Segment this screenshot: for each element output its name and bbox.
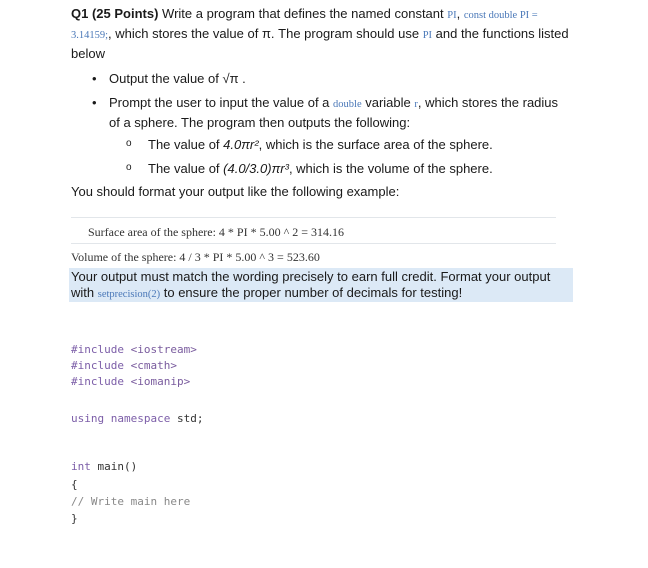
setprecision-code: setprecision(2) xyxy=(97,289,161,300)
bullet-text-2-post: , which stores the radius of a sphere. The program then outputs the following: xyxy=(109,95,559,130)
include-keyword: #include xyxy=(71,359,124,372)
highlight-text xyxy=(71,269,571,303)
const-pi-label: PI xyxy=(447,10,457,21)
sub-text-2-pre: The value of xyxy=(148,161,224,176)
list-item xyxy=(126,136,572,154)
sub-list xyxy=(109,136,572,178)
include-header: <iostream> xyxy=(130,343,197,356)
const-declaration: const double PI = 3.14159; xyxy=(71,10,538,41)
question-intro-post: and the functions listed below xyxy=(71,26,569,61)
divider xyxy=(71,217,556,218)
sub-text-1-post: , which is the surface area of the sphere. xyxy=(258,137,493,152)
include-keyword: #include xyxy=(71,375,124,388)
include-keyword: #include xyxy=(71,343,124,356)
example-line-2: Volume of the sphere: 4 / 3 * PI * 5.00 ^ 3 = 523.60 xyxy=(71,250,320,264)
code-include-2 xyxy=(71,358,177,374)
using-rest: std; xyxy=(170,412,204,425)
divider xyxy=(71,243,556,244)
include-header: <iomanip> xyxy=(130,375,191,388)
question-intro-mid: , which stores the value of π. The program should use xyxy=(108,26,423,41)
type-double: double xyxy=(333,99,362,110)
list-item xyxy=(126,160,572,178)
bullet-text-2-pre: Prompt the user to input the value of a xyxy=(109,95,334,110)
code-main xyxy=(71,459,137,475)
question-intro-pre: Write a program that defines the named constant xyxy=(162,6,448,21)
code-include-3 xyxy=(71,374,190,390)
code-using xyxy=(71,411,203,427)
using-keyword: using namespace xyxy=(71,412,171,425)
list-item xyxy=(92,94,572,178)
bullet-text-2-mid: variable xyxy=(361,95,415,110)
code-comment: // Write main here xyxy=(71,495,191,508)
include-header: <cmath> xyxy=(130,359,177,372)
code-close-brace: } xyxy=(71,512,78,525)
surface-formula: 4.0πr² xyxy=(223,137,259,152)
code-open-brace: { xyxy=(71,478,78,491)
main-name: main() xyxy=(90,460,138,473)
var-r: r xyxy=(414,99,418,110)
int-keyword: int xyxy=(71,460,91,473)
example-line-1: Surface area of the sphere: 4 * PI * 5.00 ^ 2 = 314.16 xyxy=(88,225,344,239)
const-pi-label-2: PI xyxy=(422,30,433,41)
code-include-1 xyxy=(71,342,197,358)
requirements-list xyxy=(92,70,572,184)
volume-formula: (4.0/3.0)πr³ xyxy=(223,161,289,176)
sub-text-1-pre: The value of xyxy=(148,137,224,152)
format-note: You should format your output like the following example: xyxy=(71,184,400,199)
sub-text-2-post: , which is the volume of the sphere. xyxy=(288,161,493,176)
question-label: Q1 (25 Points) xyxy=(71,6,159,21)
highlight-post: to ensure the proper number of decimals for testing! xyxy=(160,285,463,300)
highlight-pre: Your output must match the wording precisely to earn full credit. Format your output with xyxy=(71,269,551,300)
question-heading: Q1 (25 Points) Write a program that defines the named constant PI, const double PI = 3.14159;, which stores the value of π. The program should use PI and the functions listed below xyxy=(71,6,569,61)
bullet-text-1: Output the value of √π . xyxy=(109,71,246,86)
list-item xyxy=(92,70,572,88)
